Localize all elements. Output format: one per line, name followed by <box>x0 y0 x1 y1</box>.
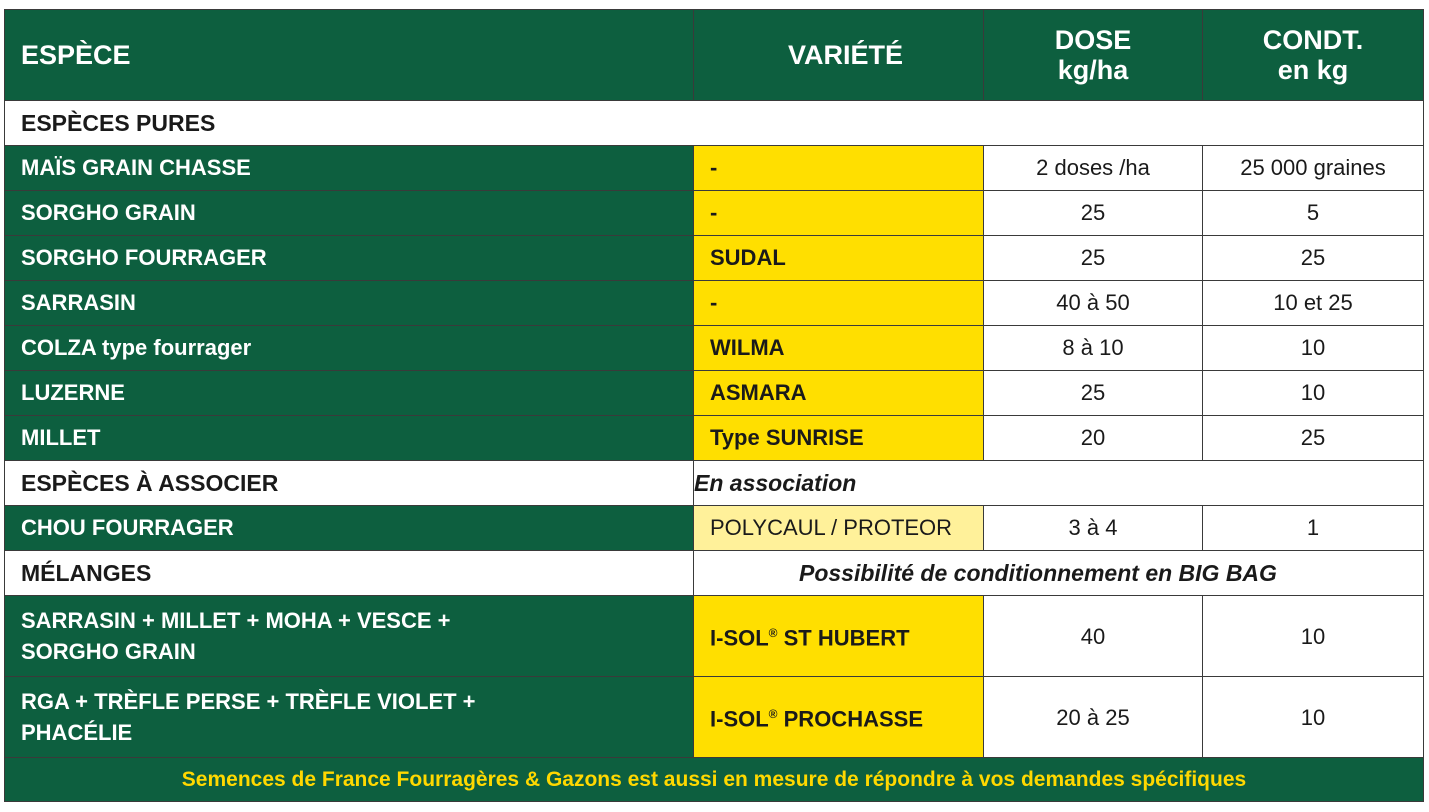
cell-dose: 25 <box>984 236 1203 281</box>
section-title-melanges: MÉLANGES <box>5 551 694 596</box>
header-condt-line2: en kg <box>1277 55 1349 85</box>
cell-condt: 1 <box>1203 506 1424 551</box>
table-row <box>5 416 1424 461</box>
cell-variete <box>694 596 984 677</box>
table-row <box>5 191 1424 236</box>
cell-dose: 25 <box>984 191 1203 236</box>
header-dose-line2: kg/ha <box>1057 55 1129 85</box>
section-melanges <box>5 551 1424 596</box>
cell-condt: 10 <box>1203 371 1424 416</box>
header-condt <box>1203 10 1424 101</box>
cell-variete: WILMA <box>694 326 984 371</box>
cell-espece <box>5 677 694 758</box>
section-note-melanges: Possibilité de conditionnement en BIG BAG <box>694 551 1424 596</box>
header-espece: ESPÈCE <box>5 10 694 101</box>
cell-espece: SORGHO GRAIN <box>5 191 694 236</box>
header-dose-line1: DOSE <box>1054 25 1132 55</box>
cell-espece: COLZA type fourrager <box>5 326 694 371</box>
table-row <box>5 506 1424 551</box>
cell-espece-line2: SORGHO GRAIN <box>21 639 196 664</box>
cell-dose: 40 à 50 <box>984 281 1203 326</box>
variete-name: ST HUBERT <box>777 625 910 651</box>
cell-condt: 10 et 25 <box>1203 281 1424 326</box>
table-row <box>5 677 1424 758</box>
section-associer <box>5 461 1424 506</box>
cell-espece <box>5 596 694 677</box>
cell-dose: 8 à 10 <box>984 326 1203 371</box>
cell-variete <box>694 677 984 758</box>
cell-espece-line1: RGA + TRÈFLE PERSE + TRÈFLE VIOLET + <box>21 689 476 714</box>
cell-variete: SUDAL <box>694 236 984 281</box>
cell-espece: CHOU FOURRAGER <box>5 506 694 551</box>
table-row <box>5 596 1424 677</box>
header-variete: VARIÉTÉ <box>694 10 984 101</box>
section-pures <box>5 101 1424 146</box>
cell-condt: 25 <box>1203 236 1424 281</box>
variete-brand: I-SOL <box>710 625 769 651</box>
cell-espece: MILLET <box>5 416 694 461</box>
cell-condt: 5 <box>1203 191 1424 236</box>
footer-row <box>5 758 1424 802</box>
cell-espece-line2: PHACÉLIE <box>21 720 133 745</box>
footer-note: Semences de France Fourragères & Gazons est aussi en mesure de répondre à vos demandes spécifiques <box>5 758 1424 802</box>
table-row <box>5 281 1424 326</box>
table-row <box>5 236 1424 281</box>
cell-dose: 25 <box>984 371 1203 416</box>
seed-table <box>4 9 1424 802</box>
table-row <box>5 371 1424 416</box>
cell-variete: - <box>694 146 984 191</box>
cell-condt: 10 <box>1203 677 1424 758</box>
table-row <box>5 146 1424 191</box>
cell-espece: SARRASIN <box>5 281 694 326</box>
table-row <box>5 326 1424 371</box>
header-condt-line1: CONDT. <box>1262 25 1364 55</box>
cell-dose: 40 <box>984 596 1203 677</box>
cell-condt: 10 <box>1203 596 1424 677</box>
cell-variete: - <box>694 191 984 236</box>
cell-dose: 20 à 25 <box>984 677 1203 758</box>
section-note-associer: En association <box>694 461 1424 506</box>
variete-brand: I-SOL <box>710 706 769 732</box>
cell-condt: 25 <box>1203 416 1424 461</box>
cell-espece: MAÏS GRAIN CHASSE <box>5 146 694 191</box>
cell-espece: SORGHO FOURRAGER <box>5 236 694 281</box>
table-header <box>5 10 1424 101</box>
header-dose <box>984 10 1203 101</box>
cell-variete: Type SUNRISE <box>694 416 984 461</box>
registered-mark: ® <box>768 707 778 722</box>
cell-condt: 25 000 graines <box>1203 146 1424 191</box>
section-title-associer: ESPÈCES À ASSOCIER <box>5 461 694 506</box>
cell-variete: ASMARA <box>694 371 984 416</box>
cell-dose: 20 <box>984 416 1203 461</box>
section-title-pures: ESPÈCES PURES <box>5 101 1424 146</box>
cell-espece-line1: SARRASIN + MILLET + MOHA + VESCE + <box>21 608 451 633</box>
variete-name: PROCHASSE <box>777 706 923 732</box>
cell-dose: 2 doses /ha <box>984 146 1203 191</box>
cell-variete: POLYCAUL / PROTEOR <box>694 506 984 551</box>
cell-dose: 3 à 4 <box>984 506 1203 551</box>
cell-espece: LUZERNE <box>5 371 694 416</box>
cell-condt: 10 <box>1203 326 1424 371</box>
registered-mark: ® <box>768 626 778 641</box>
cell-variete: - <box>694 281 984 326</box>
